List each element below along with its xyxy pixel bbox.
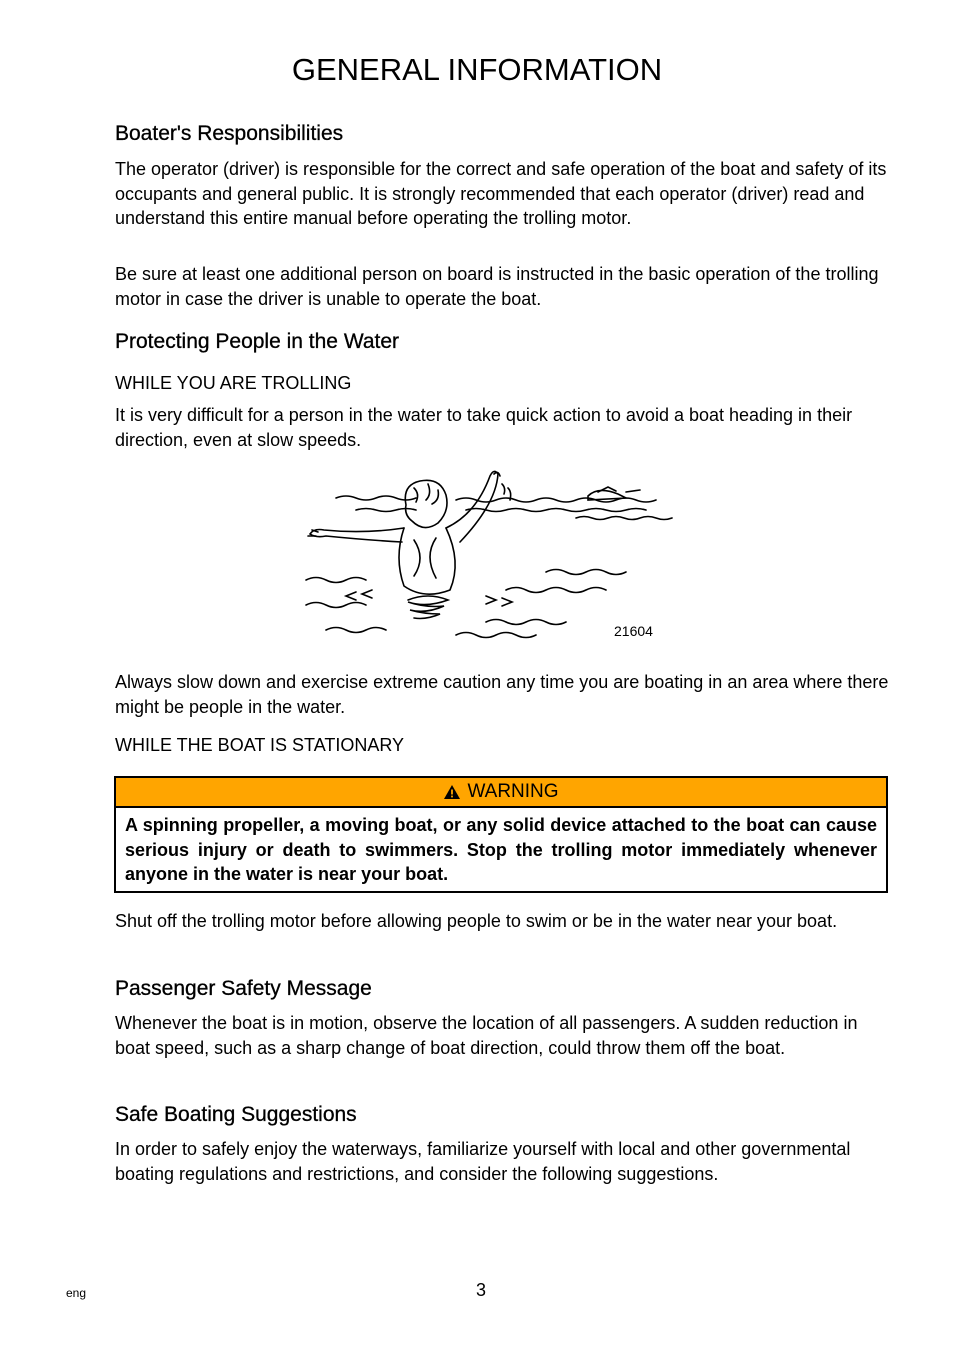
figure-number: 21604 xyxy=(614,623,653,639)
paragraph-passenger-location: Whenever the boat is in motion, observe the location of all passengers. A sudden reduction in boat speed, such as a sharp change of boat direction, could throw them off the boat. xyxy=(115,1013,858,1058)
heading-protecting-people: Protecting People in the Water xyxy=(115,330,400,353)
warning-text: A spinning propeller, a moving boat, or any solid device attached to the boat can cause serious injury or death to swimmers. Stop the trolling motor immediately whenever anyone in the water is near your boat. xyxy=(125,815,877,885)
swimmer-illustration xyxy=(296,470,680,645)
paragraph-difficult-to-avoid: It is very difficult for a person in the water to take quick action to avoid a boat heading in their direction, even at slow speeds. xyxy=(115,405,853,450)
paragraph-regulations: In order to safely enjoy the waterways, familiarize yourself with local and other governmental boating regulations and restrictions, and consider the following suggestions. xyxy=(115,1139,851,1184)
subheading-while-stationary: WHILE THE BOAT IS STATIONARY xyxy=(115,735,405,755)
paragraph-shut-off-motor: Shut off the trolling motor before allowing people to swim or be in the water near your boat. xyxy=(115,911,838,931)
heading-safe-boating: Safe Boating Suggestions xyxy=(115,1103,357,1126)
paragraph-additional-person: Be sure at least one additional person on board is instructed in the basic operation of the trolling motor in case the driver is unable to operate the boat. xyxy=(115,264,879,309)
heading-passenger-safety: Passenger Safety Message xyxy=(115,977,372,1000)
heading-boaters-responsibilities: Boater's Responsibilities xyxy=(115,122,344,145)
warning-triangle-icon xyxy=(443,784,461,800)
subheading-while-trolling: WHILE YOU ARE TROLLING xyxy=(115,373,352,393)
footer-language: eng xyxy=(66,1286,87,1300)
warning-header xyxy=(116,778,886,808)
warning-box xyxy=(114,776,888,893)
paragraph-operator-responsibility: The operator (driver) is responsible for the correct and safe operation of the boat and safety of its occupants and general public. It is strongly recommended that each operator (driver) read and understand this entire manual before operating the trolling motor. xyxy=(115,159,887,229)
paragraph-slow-down: Always slow down and exercise extreme caution any time you are boating in an area where there might be people in the water. xyxy=(115,672,889,717)
warning-label: WARNING xyxy=(467,781,559,802)
page-title: GENERAL INFORMATION xyxy=(291,52,663,87)
page-number: 3 xyxy=(476,1280,487,1300)
